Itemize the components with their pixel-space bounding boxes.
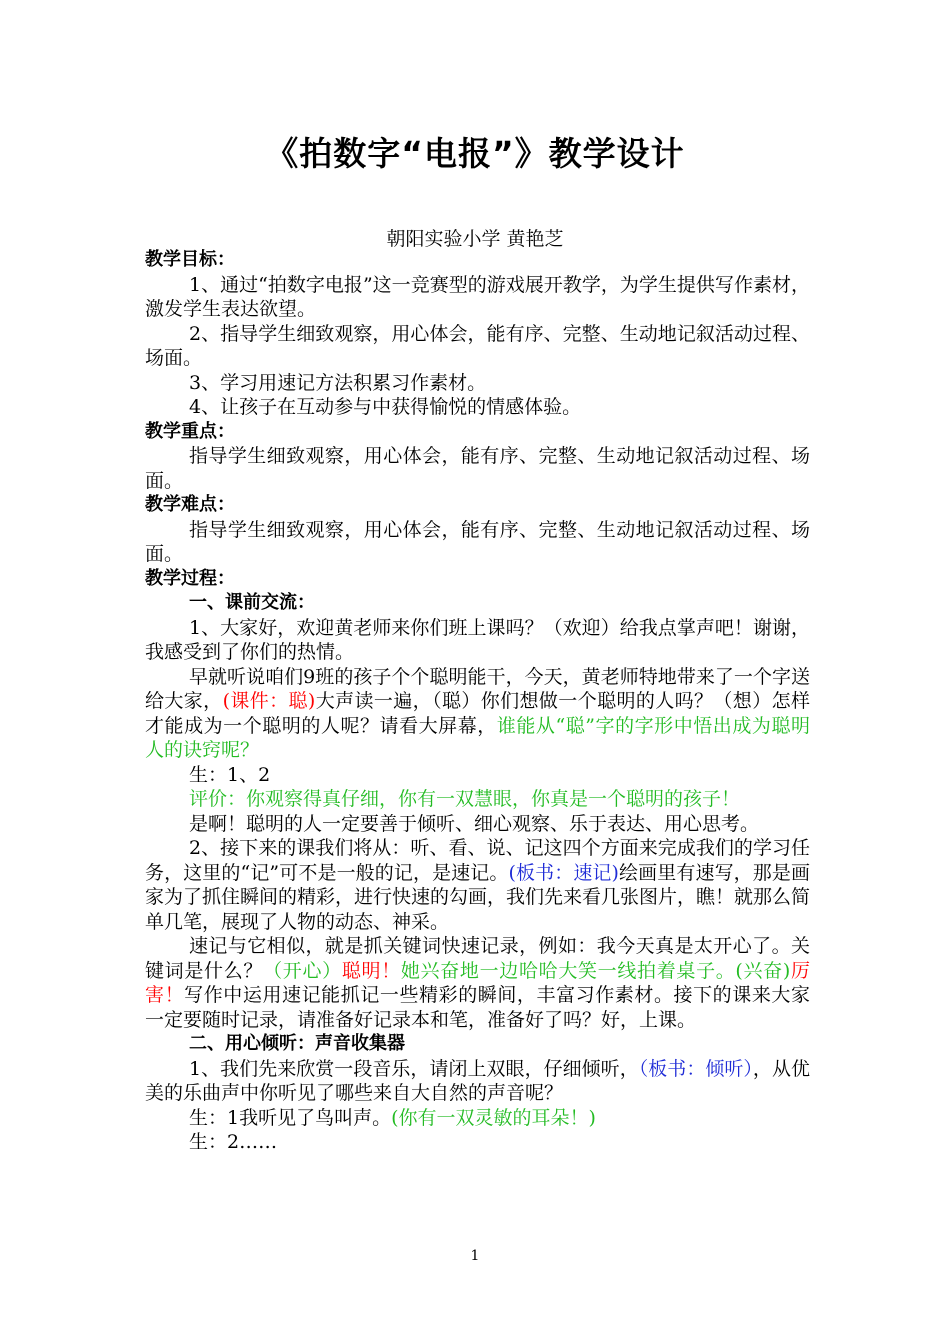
student-answer: 生：1、2 <box>189 763 271 786</box>
paragraph: 是啊！聪明的人一定要善于倾听、细心观察、乐于表达、用心思考。 <box>189 812 760 835</box>
document-body <box>145 248 810 1155</box>
section-heading: 二、用心倾听：声音收集器 <box>189 1033 405 1054</box>
courseware-note: (课件：聪) <box>222 690 316 712</box>
paragraph: 早就听说咱们9班的孩子个个聪明能干，今天，黄老师特地带来了一个字送给大家，(课件：聪)大声读一遍，（聪）你们想做一个聪明的人吗？（想）怎样才能成为一个聪明的人呢？请看大屏幕，谁能从“聪”字的字形中悟出成为聪明人的诀窍呢？ <box>145 665 810 761</box>
document-author: 朝阳实验小学 黄艳芝 <box>386 228 564 250</box>
teacher-evaluation: 评价：你观察得真仔细，你有一双慧眼，你真是一个聪明的孩子！ <box>189 788 741 810</box>
goals-heading: 教学目标： <box>145 249 235 270</box>
page-number: 1 <box>470 1248 480 1264</box>
student-answer: 生：1我听见了鸟叫声。(你有一双灵敏的耳朵！) <box>189 1106 596 1129</box>
student-answer: 生：2…… <box>189 1131 278 1153</box>
paragraph: 1、我们先来欣赏一段音乐，请闭上双眼，仔细倾听，（板书：倾听），从优美的乐曲声中你听见了哪些来自大自然的声音呢？ <box>145 1057 810 1104</box>
difficulty-text: 指导学生细致观察，用心体会，能有序、完整、生动地记叙活动过程、场面。 <box>145 518 810 565</box>
key-point-text: 指导学生细致观察，用心体会，能有序、完整、生动地记叙活动过程、场面。 <box>145 445 810 492</box>
board-note: (板书：速记) <box>508 861 619 884</box>
teacher-evaluation: (你有一双灵敏的耳朵！) <box>391 1106 596 1129</box>
paragraph: 2、接下来的课我们将从：听、看、说、记这四个方面来完成我们的学习任务，这里的“记”可不是一般的记，是速记。(板书：速记)绘画里有速写，那是画家为了抓住瞬间的精彩，进行快速的勾画，我们先来看几张图片，瞧！就那么简单几笔，展现了人物的动态、神采。 <box>145 837 811 933</box>
section-heading: 一、课前交流： <box>189 592 315 613</box>
process-heading: 教学过程： <box>145 567 235 589</box>
difficulty-heading: 教学难点： <box>145 494 235 515</box>
question-highlight: 谁能从“聪”字的字形中悟出成为聪明人的诀窍呢？ <box>145 714 810 761</box>
goal-item: 1、通过“拍数字电报”这一竞赛型的游戏展开教学，为学生提供写作素材，激发学生表达欲望。 <box>145 273 810 320</box>
goal-item: 4、让孩子在互动参与中获得愉悦的情感体验。 <box>189 396 582 418</box>
paragraph: 速记与它相似，就是抓关键词快速记录，例如：我今天真是太开心了。关键词是什么？（开心）聪明！她兴奋地一边哈哈大笑一线拍着桌子。(兴奋)厉害！写作中运用速记能抓记一些精彩的瞬间，丰富习作素材。接下的课来大家一定要随时记录，请准备好记录本和笔，准备好了吗？好，上课。 <box>145 935 810 1031</box>
goal-item: 2、指导学生细致观察，用心体会，能有序、完整、生动地记叙活动过程、场面。 <box>145 322 810 369</box>
key-point-heading: 教学重点： <box>145 420 235 442</box>
board-note: （板书：倾听） <box>638 1057 753 1080</box>
document-title: 《拍数字“电报”》教学设计 <box>265 134 685 173</box>
goal-item: 3、学习用速记方法积累习作素材。 <box>189 371 487 394</box>
paragraph: 1、大家好，欢迎黄老师来你们班上课吗？（欢迎）给我点掌声吧！谢谢，我感受到了你们的热情。 <box>145 616 810 663</box>
